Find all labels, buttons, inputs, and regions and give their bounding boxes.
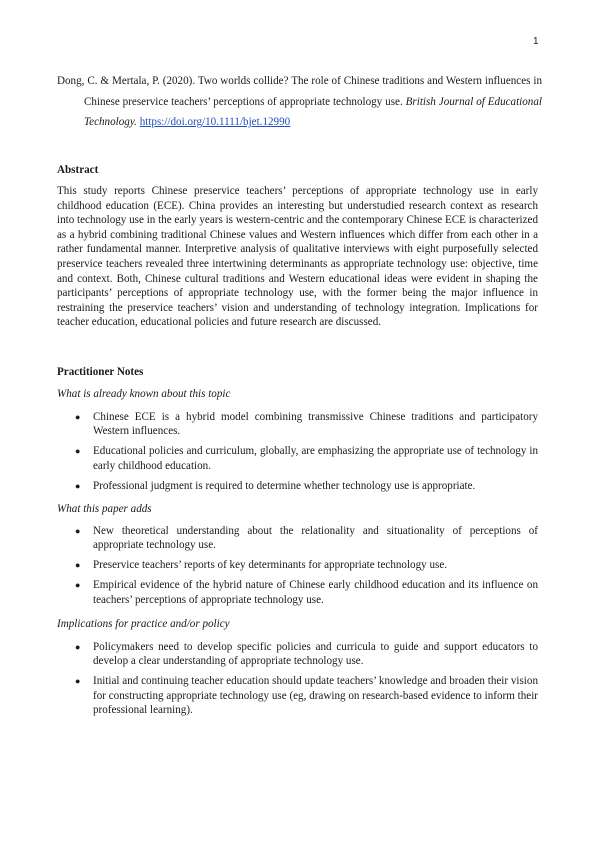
citation-text: Dong, C. & Mertala, P. (2020). Two worlds collide? The role of Chinese traditions and Western influences in Chinese preservice teachers’ perceptions of appropriate technology use. — [57, 75, 542, 108]
doi-link[interactable]: https://doi.org/10.1111/bjet.12990 — [139, 116, 291, 129]
section-known-title: What is already known about this topic — [57, 388, 231, 400]
practitioner-notes-heading: Practitioner Notes — [57, 366, 144, 378]
bullet-icon: ● — [75, 446, 81, 457]
list-item-text: Chinese ECE is a hybrid model combining transmissive Chinese traditions and participatory Western influences. — [93, 411, 538, 438]
list-item-text: Policymakers need to develop specific policies and curricula to guide and support educators to develop a clear understanding of appropriate technology use. — [93, 641, 538, 668]
section-adds-title: What this paper adds — [57, 503, 152, 515]
list-item — [57, 444, 538, 473]
list-item-text: Professional judgment is required to determine whether technology use is appropriate. — [93, 479, 476, 492]
bullet-icon: ● — [75, 412, 81, 422]
section-known-list — [57, 410, 538, 499]
citation-journal: British Journal of Educational Technology. — [84, 95, 542, 129]
list-item — [57, 640, 538, 669]
bullet-icon: ● — [75, 526, 81, 536]
list-item-text: Preservice teachers’ reports of key determinants for appropriate technology use. — [93, 559, 448, 572]
list-item — [57, 524, 538, 553]
section-adds-list — [57, 524, 538, 613]
abstract-heading: Abstract — [57, 164, 99, 176]
bullet-icon: ● — [75, 580, 81, 591]
list-item — [57, 410, 538, 439]
list-item-text: Initial and continuing teacher education should update teachers’ knowledge and broaden their vision for constructing appropriate technology use (eg, drawing on research-based evidence to inform their professional learning). — [93, 675, 538, 717]
page-number: 1 — [533, 36, 539, 47]
bullet-icon: ● — [75, 642, 81, 652]
list-item — [57, 674, 538, 717]
section-implications-list — [57, 640, 538, 723]
section-implications-title: Implications for practice and/or policy — [57, 618, 230, 630]
list-item-text: New theoretical understanding about the relationality and situationality of perceptions of appropriate technology use. — [93, 525, 538, 552]
list-item — [57, 578, 538, 607]
bullet-icon: ● — [75, 676, 81, 687]
bullet-icon: ● — [75, 560, 81, 571]
list-item — [57, 558, 538, 572]
bullet-icon: ● — [75, 480, 81, 491]
citation — [57, 71, 542, 133]
list-item — [57, 479, 538, 493]
list-item-text: Empirical evidence of the hybrid nature of Chinese early childhood education and its influence on teachers’ perceptions of appropriate technology use. — [93, 579, 538, 606]
list-item-text: Educational policies and curriculum, globally, are emphasizing the appropriate use of technology in early childhood education. — [93, 445, 538, 472]
abstract-body: This study reports Chinese preservice teachers’ perceptions of appropriate technology use in early childhood education (ECE). China provides an interesting but understudied research context as research into technology use in the early years is western-centric and the contemporary Chinese ECE is characterized as a hybrid combining traditional Chinese values and Western influences which differ from each other in a rather fundamental manner. Interpretive analysis of qualitative interviews with eight purposefully selected preservice teachers revealed three intertwining determinants as appropriate technology use: objective, time and context. Both, Chinese cultural traditions and Western educational ideas were evident in shaping the participants’ perceptions of appropriate technology use, with the former being the major influence in restraining the preservice teachers’ vision and understanding of technology integration. Implications for teacher education, educational policies and future research are discussed. — [57, 185, 538, 329]
